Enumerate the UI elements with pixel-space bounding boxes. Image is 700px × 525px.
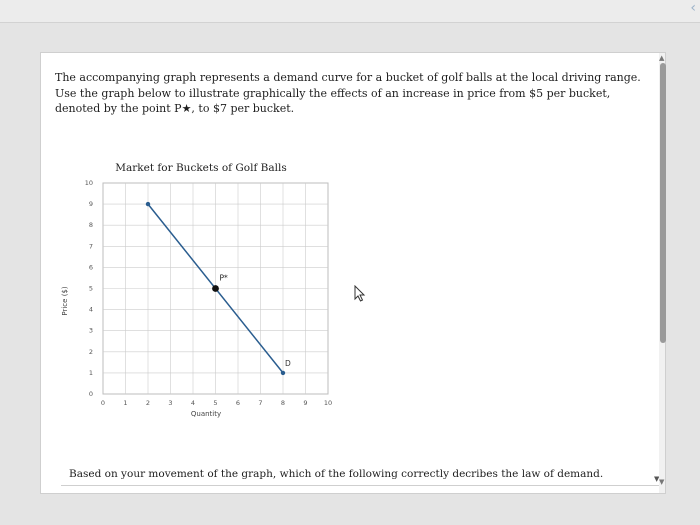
- scrollbar-thumb[interactable]: [660, 63, 666, 343]
- x-tick-label: 6: [235, 399, 241, 407]
- y-tick-label: 9: [88, 200, 93, 209]
- scroll-up-icon[interactable]: ▲: [659, 54, 665, 62]
- chart-title: Market for Buckets of Golf Balls: [115, 162, 287, 174]
- answer-dropdown-line[interactable]: [61, 485, 659, 486]
- x-tick-label: 7: [258, 399, 263, 407]
- x-tick-label: 1: [123, 399, 128, 407]
- y-tick-label: 4: [88, 305, 93, 314]
- demand-graph[interactable]: [41, 53, 659, 453]
- scroll-down-icon[interactable]: ▼: [659, 478, 665, 486]
- y-axis-label: Price ($): [61, 286, 69, 316]
- corner-back-icon[interactable]: ‹: [690, 0, 696, 16]
- question-panel: [40, 52, 666, 494]
- y-tick-label: 3: [88, 326, 93, 335]
- mouse-pointer-icon: [353, 285, 367, 303]
- x-axis-label: Quantity: [190, 410, 222, 418]
- p-star-label: P*: [219, 273, 228, 283]
- demand-curve-endpoint: [146, 202, 150, 206]
- demand-curve-endpoint: [281, 371, 285, 375]
- x-tick-label: 5: [213, 399, 218, 407]
- x-tick-label: 9: [303, 399, 308, 407]
- y-tick-label: 6: [88, 263, 93, 272]
- x-tick-label: 10: [323, 399, 333, 407]
- y-tick-label: 5: [88, 284, 93, 293]
- scrollbar[interactable]: [659, 53, 665, 493]
- x-tick-label: 8: [280, 399, 286, 407]
- x-tick-label: 4: [190, 399, 196, 407]
- x-tick-label: 2: [145, 399, 151, 407]
- followup-question-text: Based on your movement of the graph, which of the following correctly decribes the law of demand.: [69, 468, 604, 480]
- x-tick-label: 0: [100, 399, 106, 407]
- p-star-point: [212, 285, 219, 292]
- y-tick-label: 2: [88, 347, 93, 356]
- y-tick-label: 8: [88, 221, 93, 230]
- demand-curve-label: D: [285, 358, 291, 368]
- dropdown-chevron-icon[interactable]: ▼: [654, 475, 660, 483]
- question-text: The accompanying graph represents a demand curve for a bucket of golf balls at the local driving range. Use the graph below to illustrate graphically the effects of an increase in price from $5 per bucket, denoted by the point P★, to $7 per bucket.: [55, 71, 641, 115]
- y-tick-label: 7: [88, 242, 93, 251]
- y-tick-label: 10: [84, 179, 93, 187]
- y-tick-label: 1: [88, 368, 93, 377]
- x-tick-label: 3: [168, 399, 173, 407]
- y-tick-label: 0: [88, 390, 93, 398]
- browser-top-bar: [0, 0, 700, 23]
